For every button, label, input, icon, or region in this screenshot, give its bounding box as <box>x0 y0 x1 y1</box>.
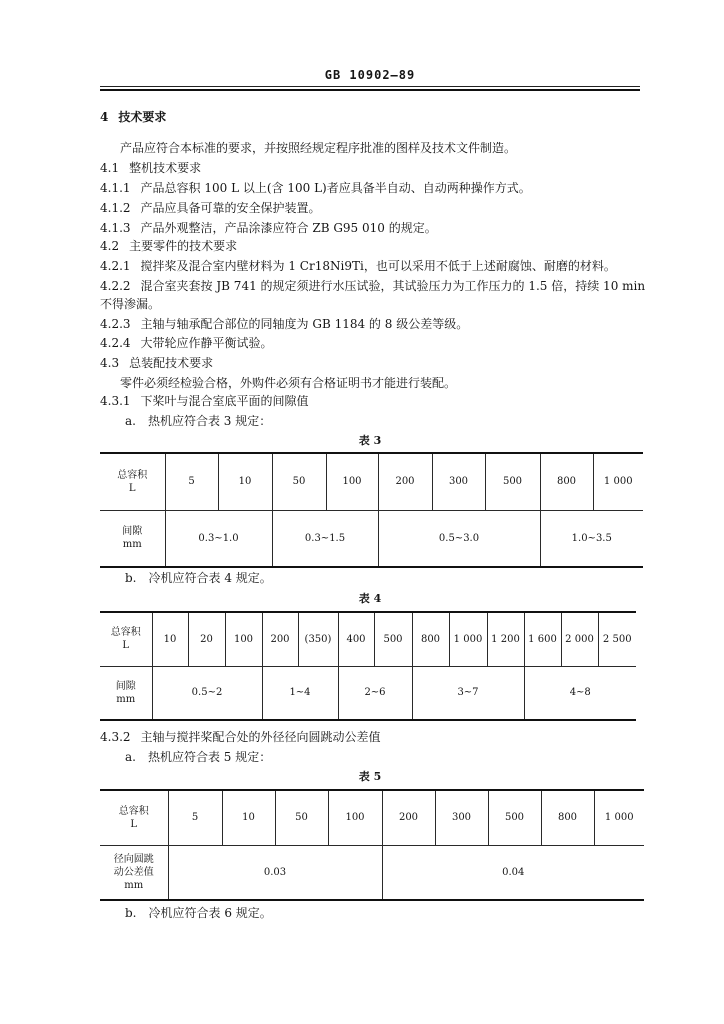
clause-4-intro <box>120 140 516 156</box>
table-row <box>100 453 643 510</box>
clearance-cell: 0.5~3.0 <box>378 510 540 567</box>
clause-4-2-4 <box>100 335 273 351</box>
standard-code-header: GB 10902—89 <box>324 68 416 82</box>
volume-cell: 100 <box>326 453 378 510</box>
clause-text: 大带轮应作静平衡试验。 <box>140 336 273 350</box>
volume-cell: 200 <box>378 453 432 510</box>
clause-number: 4.2 <box>100 239 120 253</box>
clause-text: 整机技术要求 <box>129 161 202 175</box>
volume-cell: 1 000 <box>594 790 644 845</box>
volume-cell: 200 <box>382 790 435 845</box>
volume-cell: 1 000 <box>449 612 487 666</box>
volume-cell: 400 <box>338 612 374 666</box>
volume-cell: 500 <box>488 790 541 845</box>
volume-cell: 800 <box>540 453 593 510</box>
row-header-runout-tolerance: 径向圆跳 动公差值 mm <box>100 845 168 900</box>
volume-cell: 5 <box>165 453 218 510</box>
clause-text: 产品应符合本标准的要求，并按照经规定程序批准的图样及技术文件制造。 <box>120 141 517 155</box>
clause-number: 4.2.1 <box>100 259 131 273</box>
clause-text: 冷机应符合表 6 规定。 <box>148 906 272 920</box>
item-letter: a. <box>125 750 136 764</box>
clause-number: 4 <box>100 110 109 124</box>
clearance-cell: 4~8 <box>524 666 636 720</box>
volume-cell: 500 <box>485 453 540 510</box>
row-header-clearance: 间隙 mm <box>100 510 165 567</box>
clause-text: 产品应具备可靠的安全保护装置。 <box>140 201 321 215</box>
volume-cell: 100 <box>328 790 382 845</box>
volume-cell: 2 000 <box>561 612 598 666</box>
row-header-clearance: 间隙 mm <box>100 666 152 720</box>
volume-cell: 800 <box>412 612 449 666</box>
clause-text: 不得渗漏。 <box>100 297 161 311</box>
clause-text: 零件必须经检验合格，外购件必须有合格证明书才能进行装配。 <box>120 376 457 390</box>
table-3 <box>100 452 643 568</box>
clause-4-3-heading <box>100 355 213 371</box>
clause-4-1-2 <box>100 200 321 216</box>
table-4 <box>100 611 636 721</box>
clause-4-3-2-a <box>125 749 271 765</box>
clearance-cell: 1.0~3.5 <box>540 510 643 567</box>
volume-cell: 1 000 <box>593 453 643 510</box>
volume-cell: 200 <box>262 612 298 666</box>
table-4-caption: 表 4 <box>358 592 382 605</box>
volume-cell: 1 600 <box>524 612 561 666</box>
clause-number: 4.3.1 <box>100 394 131 408</box>
clause-4-3-intro <box>120 375 456 391</box>
clause-4-3-2-b <box>125 905 272 921</box>
clause-number: 4.3 <box>100 356 120 370</box>
header-rule <box>100 86 640 91</box>
row-header-volume: 总容积 L <box>100 453 165 510</box>
volume-cell: 20 <box>188 612 225 666</box>
table-row <box>100 666 636 720</box>
volume-cell: 5 <box>168 790 222 845</box>
volume-cell: 10 <box>218 453 272 510</box>
volume-cell: 500 <box>374 612 412 666</box>
clause-4-1-1 <box>100 180 531 196</box>
clause-4-3-1-b <box>125 570 272 586</box>
table-5-caption: 表 5 <box>358 770 382 783</box>
clause-number: 4.1.3 <box>100 221 131 235</box>
clause-number: 4.1 <box>100 161 120 175</box>
table-5 <box>100 789 644 901</box>
clause-4-2-heading <box>100 238 237 254</box>
table-row <box>100 845 644 900</box>
clause-4-2-3 <box>100 316 468 332</box>
volume-cell: (350) <box>298 612 338 666</box>
volume-cell: 50 <box>275 790 328 845</box>
clause-text: 热机应符合表 3 规定： <box>147 414 272 428</box>
volume-cell: 50 <box>272 453 326 510</box>
item-letter: b. <box>125 906 137 920</box>
clearance-cell: 3~7 <box>412 666 524 720</box>
volume-cell: 100 <box>225 612 262 666</box>
clearance-cell: 0.3~1.5 <box>272 510 378 567</box>
clause-text: 主要零件的技术要求 <box>129 239 238 253</box>
clause-text: 产品外观整洁，产品涂漆应符合 ZB G95 010 的规定。 <box>140 221 437 235</box>
volume-cell: 300 <box>435 790 488 845</box>
tolerance-cell: 0.04 <box>382 845 644 900</box>
clause-text: 搅拌桨及混合室内壁材料为 1 Cr18Ni9Ti，也可以采用不低于上述耐腐蚀、耐磨的材料。 <box>140 259 616 273</box>
volume-cell: 2 500 <box>598 612 636 666</box>
clause-text: 混合室夹套按 JB 741 的规定须进行水压试验，其试验压力为工作压力的 1.5 倍，持续 10 min <box>140 279 646 293</box>
clause-text: 技术要求 <box>118 110 167 124</box>
clause-number: 4.2.2 <box>100 279 131 293</box>
clause-text: 产品总容积 100 L 以上(含 100 L)者应具备半自动、自动两种操作方式。 <box>140 181 531 195</box>
clause-number: 4.2.4 <box>100 336 131 350</box>
clause-4-3-2 <box>100 729 381 745</box>
clause-text: 下桨叶与混合室底平面的间隙值 <box>140 394 309 408</box>
row-header-volume: 总容积 L <box>100 790 168 845</box>
item-letter: a. <box>125 414 136 428</box>
table-3-caption: 表 3 <box>358 434 382 447</box>
volume-cell: 10 <box>222 790 275 845</box>
tolerance-cell: 0.03 <box>168 845 382 900</box>
clearance-cell: 0.5~2 <box>152 666 262 720</box>
clearance-cell: 2~6 <box>338 666 412 720</box>
clause-number: 4.1.2 <box>100 201 131 215</box>
clause-4-heading <box>100 109 166 125</box>
clause-4-1-3 <box>100 220 437 236</box>
table-row <box>100 790 644 845</box>
clause-number: 4.2.3 <box>100 317 131 331</box>
row-header-volume: 总容积 L <box>100 612 152 666</box>
clause-text: 主轴与搅拌桨配合处的外径径向圆跳动公差值 <box>140 730 381 744</box>
table-row <box>100 612 636 666</box>
clause-4-1-heading <box>100 160 201 176</box>
clause-4-2-2-continued <box>100 296 160 312</box>
volume-cell: 300 <box>432 453 485 510</box>
clause-4-3-1-a <box>125 413 271 429</box>
clause-4-2-1 <box>100 258 616 274</box>
volume-cell: 1 200 <box>487 612 524 666</box>
clause-text: 冷机应符合表 4 规定。 <box>148 571 272 585</box>
clause-text: 主轴与轴承配合部位的同轴度为 GB 1184 的 8 级公差等级。 <box>140 317 469 331</box>
item-letter: b. <box>125 571 137 585</box>
volume-cell: 10 <box>152 612 188 666</box>
volume-cell: 800 <box>541 790 594 845</box>
clearance-cell: 0.3~1.0 <box>165 510 272 567</box>
table-row <box>100 510 643 567</box>
clearance-cell: 1~4 <box>262 666 338 720</box>
clause-4-3-1 <box>100 393 309 409</box>
clause-text: 总装配技术要求 <box>129 356 214 370</box>
clause-text: 热机应符合表 5 规定： <box>147 750 272 764</box>
clause-number: 4.3.2 <box>100 730 131 744</box>
clause-4-2-2 <box>100 278 645 294</box>
clause-number: 4.1.1 <box>100 181 131 195</box>
